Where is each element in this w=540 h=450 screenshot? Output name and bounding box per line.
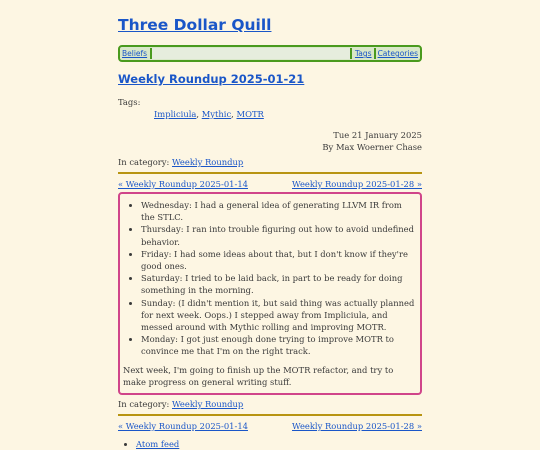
list-item: • Sunday: (I didn't mention it, but said thing was actually planned for next week. Oops.) I stepped away from Impliciula, and messed around with Mythic rolling and improving MOTR. [141,297,417,334]
tag-link-mythic[interactable]: Mythic [201,109,232,119]
prev-post-link[interactable]: « Weekly Roundup 2025-01-14 [118,421,248,432]
post-byline: By Max Woerner Chase [322,142,422,152]
post-meta [118,129,422,153]
daily-list [123,199,417,358]
next-post-link[interactable]: Weekly Roundup 2025-01-28 » [292,421,422,432]
nav-spacer [150,48,352,59]
category-link[interactable]: Weekly Roundup [172,157,244,167]
closing-paragraph: Next week, I'm going to finish up the MOTR refactor, and try to make progress on general writing stuff. [123,364,394,387]
category-line-top [118,156,422,168]
next-post-link[interactable]: Weekly Roundup 2025-01-28 » [292,179,422,189]
post-navigation-bottom [118,420,422,432]
divider [118,172,422,174]
feed-list [118,438,422,450]
post-body [118,192,422,395]
list-item: • Saturday: I tried to be laid back, in part to be ready for doing something in the morning. [141,272,417,296]
tag-separator: , [196,109,202,119]
category-line-bottom [118,398,422,410]
prev-post-link[interactable]: « Weekly Roundup 2025-01-14 [118,179,248,189]
nav-tags-link[interactable]: Tags [354,49,372,58]
category-link[interactable]: Weekly Roundup [172,399,244,410]
list-item: • Thursday: I ran into trouble figuring out how to avoid undefined behavior. [141,223,417,247]
tag-link-impliciula[interactable]: Impliciula [154,109,197,119]
tags-list [154,109,422,119]
post-navigation-top [118,178,422,190]
list-item: • Friday: I had some ideas about that, but I don't know if they're good ones. [141,248,417,272]
post-title[interactable]: Weekly Roundup 2025-01-21 [118,72,305,86]
atom-feed-link[interactable]: Atom feed [136,439,180,450]
page-content [118,0,422,450]
nav-bar [118,45,422,62]
site-title[interactable]: Three Dollar Quill [118,16,272,34]
category-label: In category: [118,399,172,410]
divider [118,414,422,416]
tags-label: Tags: [118,97,141,107]
category-label: In category: [118,157,172,167]
nav-categories-link[interactable]: Categories [377,49,418,58]
nav-beliefs-link[interactable]: Beliefs [122,49,148,58]
tag-separator: , [231,109,237,119]
post-date: Tue 21 January 2025 [333,130,422,140]
list-item: • Monday: I got just enough done trying to improve MOTR to convince me that I'm on the right track. [141,333,417,357]
list-item: • Wednesday: I had a general idea of generating LLVM IR from the STLC. [141,199,417,223]
feed-item [136,438,422,450]
tag-link-motr[interactable]: MOTR [236,109,264,119]
